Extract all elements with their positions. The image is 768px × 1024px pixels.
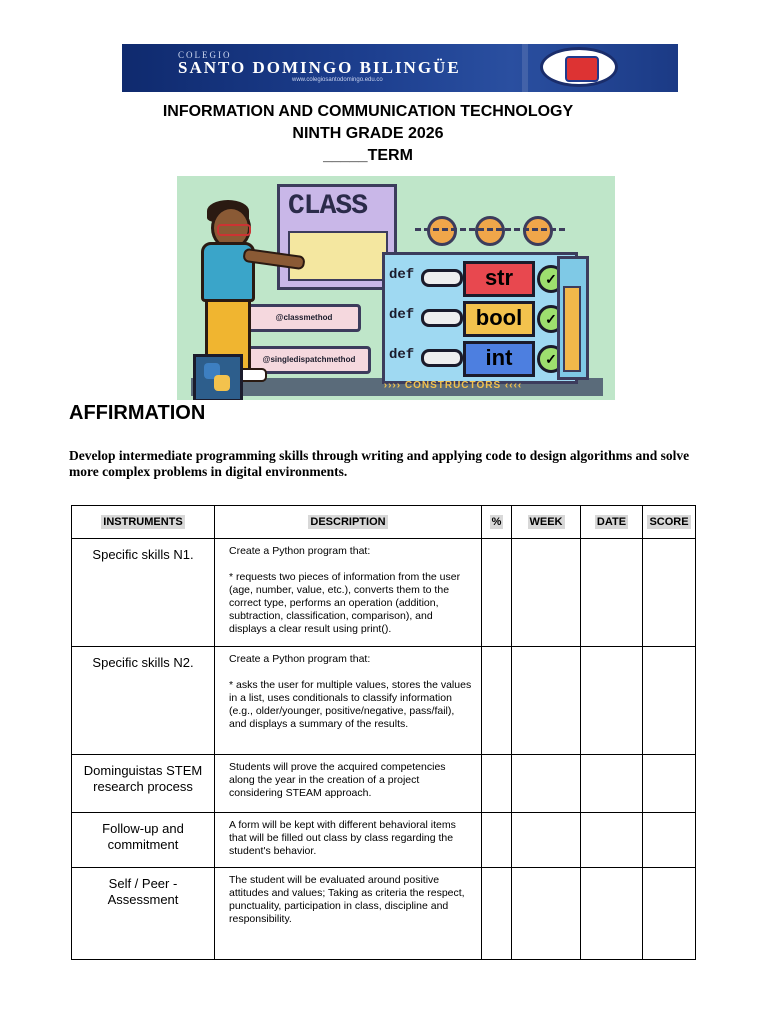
instrument-cell: Dominguistas STEM research process xyxy=(72,755,215,813)
decorator-classmethod: @classmethod xyxy=(247,304,361,332)
date-cell xyxy=(581,647,643,755)
date-cell xyxy=(581,868,643,960)
banner-college-label: COLEGIO xyxy=(178,50,232,60)
week-cell xyxy=(512,813,581,868)
assessment-table xyxy=(71,505,696,960)
description-cell: The student will be evaluated around positive attitudes and values; Taking as criteria the respect, punctuality, participation in class, discipline and responsibility. xyxy=(215,868,482,960)
description-cell: Students will prove the acquired competencies along the year in the creation of a project considering STEAM approach. xyxy=(215,755,482,813)
header-date: DATE xyxy=(581,506,643,539)
header-week: WEEK xyxy=(512,506,581,539)
def-keyword: def xyxy=(389,307,415,323)
week-cell xyxy=(512,539,581,647)
percent-cell xyxy=(482,539,512,647)
date-cell xyxy=(581,755,643,813)
banner-school-name: SANTO DOMINGO BILINGÜE xyxy=(178,58,461,77)
percent-cell xyxy=(482,868,512,960)
date-cell xyxy=(581,539,643,647)
term-title: _____TERM xyxy=(323,147,413,164)
percent-cell xyxy=(482,647,512,755)
header-description: DESCRIPTION xyxy=(215,506,482,539)
ruler-icon xyxy=(563,286,581,372)
glasses-icon xyxy=(217,224,251,236)
table-header-row xyxy=(72,506,696,539)
school-crest-icon xyxy=(540,47,618,87)
constructor-row xyxy=(389,299,567,333)
instrument-cell: Self / Peer - Assessment xyxy=(72,868,215,960)
header-instruments: INSTRUMENTS xyxy=(72,506,215,539)
description-cell: A form will be kept with different behavioral items that will be filled out class by class regarding the student's behavior. xyxy=(215,813,482,868)
def-keyword: def xyxy=(389,267,415,283)
table-row xyxy=(72,813,696,868)
school-banner xyxy=(122,44,678,92)
affirmation-text: Develop intermediate programming skills through writing and applying code to design algorithms and solve more complex problems in digital environments. xyxy=(69,448,690,479)
check-icon: ✓ xyxy=(537,305,565,333)
type-box-bool: bool xyxy=(463,301,535,337)
header-score: SCORE xyxy=(643,506,696,539)
constructor-row xyxy=(389,259,567,293)
score-cell xyxy=(643,813,696,868)
percent-cell xyxy=(482,755,512,813)
instrument-cell: Follow-up and commitment xyxy=(72,813,215,868)
week-cell xyxy=(512,868,581,960)
class-label: CLASS xyxy=(288,191,368,222)
affirmation-title: AFFIRMATION xyxy=(69,402,206,424)
grade-title: NINTH GRADE 2026 xyxy=(292,125,444,142)
check-icon: ✓ xyxy=(537,265,565,293)
score-cell xyxy=(643,647,696,755)
check-icon: ✓ xyxy=(537,345,565,373)
constructor-row xyxy=(389,339,567,373)
week-cell xyxy=(512,755,581,813)
description-cell: Create a Python program that: * asks the user for multiple values, stores the values in a list, uses conditionals to classify information (e.g., older/younger, positive/negative, pass/fail), and displays a summary of the results. xyxy=(215,647,482,755)
constructors-panel xyxy=(382,252,578,384)
pill-icon xyxy=(421,349,463,367)
def-keyword: def xyxy=(389,347,415,363)
banner-url: www.colegiosantodomingo.edu.co xyxy=(292,77,383,83)
table-row xyxy=(72,755,696,813)
python-logo-icon xyxy=(193,354,243,400)
score-cell xyxy=(643,539,696,647)
description-cell: Create a Python program that: * requests two pieces of information from the user (age, number, value, etc.), converts them to the correct type, performs an operation (addition, subtraction, classification, comparison), and displays a clear result using print(). xyxy=(215,539,482,647)
header-percent: % xyxy=(482,506,512,539)
constructors-label: ›››› CONSTRUCTORS ‹‹‹‹ xyxy=(383,380,523,391)
banner-stripe xyxy=(522,44,528,92)
code-screen-icon xyxy=(288,231,388,281)
subject-title: INFORMATION AND COMMUNICATION TECHNOLOGY xyxy=(162,103,574,120)
table-row xyxy=(72,539,696,647)
pill-icon xyxy=(421,309,463,327)
week-cell xyxy=(512,647,581,755)
decorator-singledispatch: @singledispatchmethod xyxy=(247,346,371,374)
score-cell xyxy=(643,868,696,960)
type-box-str: str xyxy=(463,261,535,297)
score-cell xyxy=(643,755,696,813)
date-cell xyxy=(581,813,643,868)
percent-cell xyxy=(482,813,512,868)
coil-icon xyxy=(415,228,565,237)
type-box-int: int xyxy=(463,341,535,377)
table-row xyxy=(72,647,696,755)
table-row xyxy=(72,868,696,960)
python-classes-illustration xyxy=(177,176,615,400)
instrument-cell: Specific skills N1. xyxy=(72,539,215,647)
class-machine xyxy=(277,184,397,290)
pill-icon xyxy=(421,269,463,287)
instrument-cell: Specific skills N2. xyxy=(72,647,215,755)
